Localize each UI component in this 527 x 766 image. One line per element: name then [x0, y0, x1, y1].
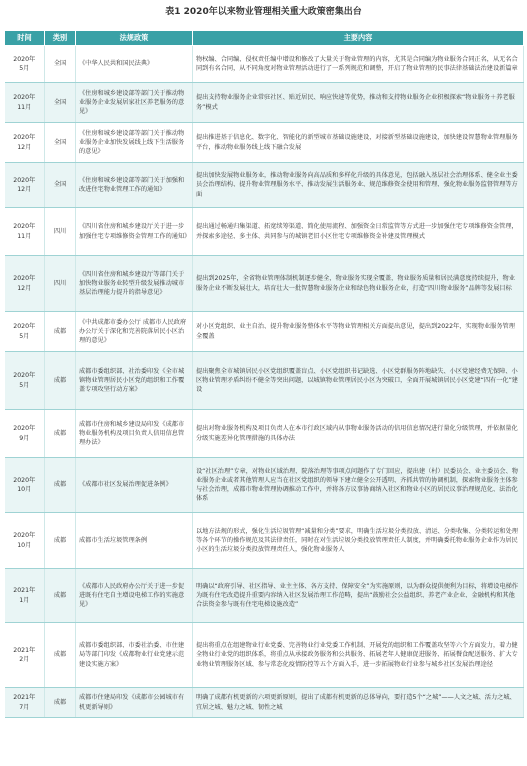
row-year: 2020年	[13, 323, 36, 331]
row-year: 2020年	[13, 134, 36, 142]
row-year: 2021年	[13, 646, 36, 654]
table-row	[5, 256, 524, 312]
date-cell	[5, 458, 45, 513]
row-year: 2020年	[13, 532, 36, 540]
law-cell: 《成都市人民政府办公厅关于进一步促进既有住宅自主增设电梯工作的实施意见》	[76, 569, 193, 623]
content-cell: 提出通过畅通归集渠道、拓宽续筹渠道、简化使用流程、加强资金日常监管等方式进一步加强住宅专项维修资金管理，并探索多途径、多主体、共同参与的城镇老旧小区住宅专项维修资金补建及管理模式	[193, 208, 524, 256]
content-cell: 提出到2025年，全省物业管理体制机制逐步健全，物业服务实现全覆盖，物业服务质量和居民满意度持续提升，物业服务企业不断发展壮大，培育壮大一批智慧物业服务企业和绿色物业服务企业，打造“四川物业服务”品牌等发展目标	[193, 256, 524, 312]
header-category: 类别	[45, 31, 76, 46]
date-cell	[5, 688, 45, 718]
category-cell: 成都	[45, 458, 76, 513]
row-year: 2020年	[13, 372, 36, 380]
row-month: 5月	[19, 65, 30, 72]
category-cell: 成都	[45, 623, 76, 688]
row-year: 2020年	[13, 476, 36, 484]
date-cell	[5, 83, 45, 123]
law-cell: 成都市委组织部、社治委印发《全市城镇物业管理居民小区党的组织和工作覆盖专项攻坚行动方案》	[76, 352, 193, 410]
header-content: 主要内容	[193, 31, 524, 46]
row-month: 2月	[19, 656, 30, 663]
law-cell: 《四川省住房和城乡建设厅等部门关于加快物业服务业转型升级发展推动城市基层治理能力提升的指导意见》	[76, 256, 193, 312]
law-cell: 成都市生活垃圾管理条例	[76, 513, 193, 569]
date-cell	[5, 46, 45, 83]
category-cell: 全国	[45, 46, 76, 83]
law-cell: 《中共成都市委办公厅 成都市人民政府办公厅关于深化和完善院落居民小区治理的意见》	[76, 312, 193, 352]
header-law: 法规政策	[76, 31, 193, 46]
header-time: 时间	[5, 31, 45, 46]
law-cell: 《住房和城乡建设部等部门关于加强和改进住宅物业管理工作的通知》	[76, 163, 193, 208]
table-row	[5, 123, 524, 163]
row-month: 12月	[17, 143, 32, 151]
table-row	[5, 458, 524, 513]
row-year: 2021年	[13, 587, 36, 595]
date-cell	[5, 410, 45, 458]
policy-table	[4, 30, 524, 718]
date-cell	[5, 163, 45, 208]
row-year: 2020年	[13, 223, 36, 231]
table-row	[5, 513, 524, 569]
content-cell: 提出支持物业服务企业常驻社区、贴近居民、响应快速等优势，推动和支持物业服务企业积极探索“物业服务＋养老服务”模式	[193, 83, 524, 123]
content-cell: 以地方法规的形式，强化生活垃圾管理“减量和分类”要求，明确生活垃圾分类投放、清运、分类收集、分类转运和处理等各个环节的操作规范及其法律责任，同时在对生活垃圾分类投放管理责任人制度，并明确委托物业服务企业作为居民小区的生活垃圾分类投放管理责任人，强化物业服务人	[193, 513, 524, 569]
content-cell: 提出将重点在组建物业行业党委、完善物业行业党委工作机制、开展党的组织和工作覆盖攻坚等六个方面发力，着力健全物业行业党的组织体系，将重点从承接政务服务和公共服务、拓展老年人健康促进服务、拓展餐食配送服务、扩大专业物业管理服务区域、参与常态化疫情防控等五个方面入手，进一步拓展物业行业参与城乡社区发展治理途径	[193, 623, 524, 688]
category-cell: 成都	[45, 312, 76, 352]
content-cell: 明确了成都有机更新的六项更新原则，提出了成都有机更新的总体导向，要打造5个“之城”——人文之城、活力之城、宜居之城、魅力之城、韧性之城	[193, 688, 524, 718]
table-row	[5, 410, 524, 458]
content-cell: 提出推进基于信息化、数字化、智能化的新型城市基础设施建设，对接新型基础设施建设，加快建设智慧物业管理服务平台，推动物业服务线上线下融合发展	[193, 123, 524, 163]
row-month: 11月	[17, 103, 32, 111]
table-row	[5, 352, 524, 410]
row-month: 10月	[17, 486, 32, 493]
content-cell: 提出加快发展物业服务业，推动物业服务向高品质和多样化升级的具体意见，包括融入基层社会治理体系、健全业主委员会治理结构、提升物业管理服务水平、推动发展生活服务业、规范维修资金使用和管理、强化物业服务监督管理等方面	[193, 163, 524, 208]
row-month: 11月	[17, 232, 32, 240]
row-month: 10月	[17, 541, 32, 549]
content-cell: 对小区党组织、业主自治、提升物业服务整体水平等物业管理相关方面提出意见，提出到2022年，实现物业服务管理全覆盖	[193, 312, 524, 352]
law-cell: 《住房和城乡建设部等部门关于推动物业服务企业加快发展线上线下生活服务的意见》	[76, 123, 193, 163]
table-row	[5, 623, 524, 688]
category-cell: 全国	[45, 83, 76, 123]
row-year: 2020年	[13, 176, 36, 184]
row-year: 2020年	[13, 425, 36, 433]
date-cell	[5, 569, 45, 623]
date-cell	[5, 123, 45, 163]
content-cell: 提出对物业服务机构及项目负责人在本市行政区域内从事物业服务活动的信用信息情况进行量化分级管理，并依据量化分级实施差异化管理措施的具体办法	[193, 410, 524, 458]
category-cell: 全国	[45, 163, 76, 208]
law-cell: 《中华人民共和国民法典》	[76, 46, 193, 83]
date-cell	[5, 208, 45, 256]
category-cell: 成都	[45, 569, 76, 623]
row-year: 2020年	[13, 55, 36, 63]
date-cell	[5, 623, 45, 688]
row-month: 12月	[17, 186, 32, 193]
date-cell	[5, 256, 45, 312]
law-cell: 《四川省住房和城乡建设厅关于进一步加强住宅专项维修资金管理工作的通知》	[76, 208, 193, 256]
content-cell: 明确以“政府引导、社区指导、业主主体、各方支持、保障安全”为实施原则，以为群众提供便利为目标，将增设电梯作为既有住宅改造提升重要内容纳入社区发展治理工作范畴，提出“鼓励社会公益组织、养老产业企业、金融机构和其他合法资金参与既有住宅电梯设施改造”	[193, 569, 524, 623]
category-cell: 四川	[45, 256, 76, 312]
row-year: 2020年	[13, 94, 36, 102]
category-cell: 成都	[45, 688, 76, 718]
category-cell: 成都	[45, 410, 76, 458]
row-year: 2021年	[13, 694, 36, 702]
category-cell: 成都	[45, 352, 76, 410]
date-cell	[5, 312, 45, 352]
law-cell: 成都市委组织部、市委社治委、市住建局等部门印发《成都物业行业党建示范建设实施方案》	[76, 623, 193, 688]
row-year: 2020年	[13, 275, 36, 283]
table-row	[5, 312, 524, 352]
date-cell	[5, 513, 45, 569]
law-cell: 《住房和城乡建设部等部门关于推动物业服务企业发展居家社区养老服务的意见》	[76, 83, 193, 123]
date-cell	[5, 352, 45, 410]
table-row	[5, 208, 524, 256]
row-month: 5月	[19, 332, 30, 340]
header-row	[5, 31, 524, 46]
row-month: 12月	[17, 284, 32, 292]
table-row	[5, 569, 524, 623]
category-cell: 成都	[45, 513, 76, 569]
law-cell: 成都市住房和城乡建设局印发《成都市物业服务机构及项目负责人信用信息管理办法》	[76, 410, 193, 458]
table-row	[5, 688, 524, 718]
category-cell: 四川	[45, 208, 76, 256]
row-month: 5月	[19, 381, 30, 389]
row-month: 7月	[19, 703, 30, 711]
table-title: 表1 2020年以来物业管理相关重大政策密集出台	[165, 7, 362, 17]
content-cell: 物权编、合同编、侵权责任编中增设和修改了大量关于物业管理的内容，尤其是合同编为物业服务合同正名，从无名合同到有名合同，从不同角度对物业管理活动进行了一系列规范和调整，开启了物业管理的民事法律基础法治建设新篇章	[193, 46, 524, 83]
content-cell: 设“社区治理”专章，对物业区域治理、院落治理等事项点问题作了专门回应，提出建（村）民委员会、业主委员会、物业服务企业或者其他管理人应当在社区党组织的领导下建立健全公开透明、齐抓共管的协调机制，探索物业服务主体参与社会治理，成都市物业管理协调推动工作中，并将各方议事协商纳入社区和物业小区的居民议事治理规范化、法治化体系	[193, 458, 524, 513]
law-cell: 成都市住建局印发《成都市公园城市有机更新导则》	[76, 688, 193, 718]
category-cell: 全国	[45, 123, 76, 163]
row-month: 9月	[19, 434, 30, 442]
table-row	[5, 83, 524, 123]
table-row	[5, 163, 524, 208]
table-body	[5, 46, 524, 718]
row-month: 1月	[19, 596, 30, 604]
content-cell: 提出聚焦全市城镇居民小区党组织覆盖盲点、小区党组织书记缺选、小区党群服务阵地缺失、小区党建经费无保障、小区物业管理矛盾纠纷不健全等突出问题，以城镇物业管理居民小区为突破口，全面开展城镇居民小区党建“四有一化”建设	[193, 352, 524, 410]
law-cell: 《成都市社区发展治理促进条例》	[76, 458, 193, 513]
table-row	[5, 46, 524, 83]
